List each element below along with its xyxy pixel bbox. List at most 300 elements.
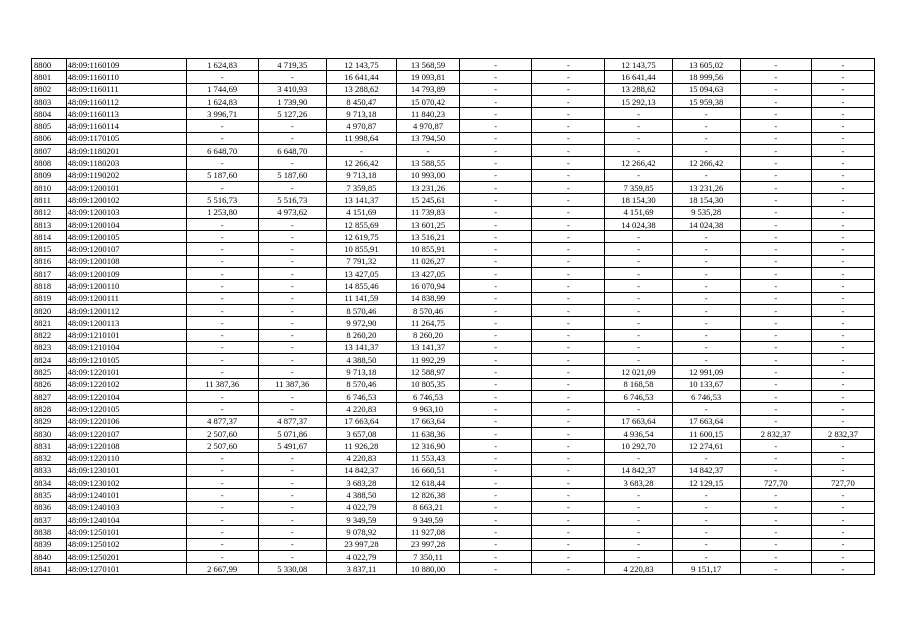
value-cell: - [811,501,874,513]
value-cell: 16 641,44 [326,71,396,83]
table-row [32,120,875,132]
value-cell: - [672,526,740,538]
value-cell: - [186,181,258,193]
value-cell: - [186,526,258,538]
value-cell: 14 024,38 [672,218,740,230]
table-row [32,403,875,415]
row-number-cell: 8831 [32,440,67,452]
value-cell: 13 231,26 [397,181,460,193]
value-cell: - [740,452,811,464]
value-cell: - [258,477,326,489]
value-cell: 8 260,20 [326,329,396,341]
value-cell: 3 683,28 [605,477,672,489]
value-cell: - [811,132,874,144]
value-cell: - [811,292,874,304]
value-cell: - [672,354,740,366]
value-cell: - [811,145,874,157]
table-row [32,268,875,280]
row-number-cell: 8808 [32,157,67,169]
value-cell: 9 349,59 [397,513,460,525]
value-cell: - [672,304,740,316]
value-cell: 4 719,35 [258,59,326,71]
value-cell: - [811,95,874,107]
value-cell: - [258,280,326,292]
table-row [32,415,875,427]
value-cell: - [811,181,874,193]
row-number-cell: 8826 [32,378,67,390]
table-row [32,231,875,243]
value-cell: 4 388,50 [326,354,396,366]
value-cell: 8 663,21 [397,501,460,513]
value-cell: - [186,157,258,169]
value-cell: 4 151,69 [605,206,672,218]
value-cell: - [740,59,811,71]
value-cell: 12 826,38 [397,489,460,501]
cadastral-number-cell: 48:09:1240104 [66,513,186,525]
value-cell: - [460,194,532,206]
value-cell: - [532,71,605,83]
value-cell: - [258,255,326,267]
value-cell: 2 507,60 [186,440,258,452]
value-cell: 4 388,50 [326,489,396,501]
value-cell: - [740,169,811,181]
value-cell: - [740,526,811,538]
value-cell: 5 187,60 [186,169,258,181]
value-cell: - [811,83,874,95]
table-row [32,501,875,513]
value-cell: - [532,292,605,304]
value-cell: - [460,329,532,341]
value-cell: - [811,563,874,575]
value-cell: 17 663,64 [672,415,740,427]
value-cell: - [186,255,258,267]
value-cell: - [258,317,326,329]
value-cell: - [532,169,605,181]
table-row [32,329,875,341]
value-cell: 727,70 [811,477,874,489]
table-row [32,427,875,439]
cadastral-number-cell: 48:09:1210104 [66,341,186,353]
cadastral-number-cell: 48:09:1210101 [66,329,186,341]
value-cell: 11 638,36 [397,427,460,439]
value-cell: 13 568,59 [397,59,460,71]
value-cell: - [532,526,605,538]
table-row [32,304,875,316]
table-row [32,181,875,193]
value-cell: - [258,464,326,476]
value-cell: - [605,292,672,304]
value-cell: 12 588,97 [397,366,460,378]
cadastral-number-cell: 48:09:1200103 [66,206,186,218]
value-cell: 4 970,87 [326,120,396,132]
value-cell: 1 624,83 [186,59,258,71]
value-cell: - [258,403,326,415]
value-cell: - [532,440,605,452]
row-number-cell: 8817 [32,268,67,280]
value-cell: - [811,513,874,525]
value-cell: 4 220,83 [605,563,672,575]
value-cell: - [460,440,532,452]
value-cell: - [740,95,811,107]
value-cell: 17 663,64 [605,415,672,427]
value-cell: 11 387,36 [258,378,326,390]
value-cell: 15 245,61 [397,194,460,206]
row-number-cell: 8810 [32,181,67,193]
value-cell: - [811,526,874,538]
value-cell: - [258,71,326,83]
row-number-cell: 8806 [32,132,67,144]
row-number-cell: 8802 [32,83,67,95]
value-cell: - [460,354,532,366]
row-number-cell: 8815 [32,243,67,255]
value-cell: - [460,563,532,575]
row-number-cell: 8816 [32,255,67,267]
value-cell: - [811,452,874,464]
value-cell: 11 998,64 [326,132,396,144]
value-cell: - [672,268,740,280]
value-cell: - [672,452,740,464]
cadastral-number-cell: 48:09:1270101 [66,563,186,575]
value-cell: - [186,391,258,403]
value-cell: 17 663,64 [326,415,396,427]
value-cell: - [258,341,326,353]
value-cell: 15 292,13 [605,95,672,107]
value-cell: - [532,317,605,329]
table-row [32,218,875,230]
value-cell: - [605,452,672,464]
value-cell: - [605,538,672,550]
value-cell: - [460,71,532,83]
table-row [32,280,875,292]
value-cell: - [740,317,811,329]
value-cell: - [460,513,532,525]
value-cell: - [605,255,672,267]
value-cell: 9 713,18 [326,169,396,181]
value-cell: - [740,206,811,218]
value-cell: - [672,489,740,501]
cadastral-number-cell: 48:09:1200107 [66,243,186,255]
table-row [32,145,875,157]
value-cell: - [532,243,605,255]
value-cell: - [532,304,605,316]
value-cell: - [605,280,672,292]
table-row [32,341,875,353]
value-cell: 13 605,02 [672,59,740,71]
value-cell: - [460,366,532,378]
value-cell: 3 837,11 [326,563,396,575]
value-cell: - [740,501,811,513]
value-cell: - [740,403,811,415]
value-cell: - [532,366,605,378]
value-cell: - [532,268,605,280]
value-cell: - [532,132,605,144]
value-cell: 14 855,46 [326,280,396,292]
value-cell: - [672,501,740,513]
value-cell: - [258,292,326,304]
value-cell: - [811,206,874,218]
value-cell: 1 744,69 [186,83,258,95]
value-cell: 10 855,91 [326,243,396,255]
value-cell: - [460,378,532,390]
value-cell: 18 999,56 [672,71,740,83]
value-cell: - [811,120,874,132]
value-cell: 3 683,28 [326,477,396,489]
value-cell: 4 877,37 [258,415,326,427]
value-cell: - [186,550,258,562]
value-cell: - [532,231,605,243]
value-cell: 16 641,44 [605,71,672,83]
value-cell: - [740,341,811,353]
cadastral-value-table [31,58,875,575]
cadastral-number-cell: 48:09:1160111 [66,83,186,95]
value-cell: - [605,304,672,316]
value-cell: 13 601,25 [397,218,460,230]
value-cell: 13 288,62 [605,83,672,95]
cadastral-number-cell: 48:09:1200102 [66,194,186,206]
value-cell: - [740,132,811,144]
value-cell: - [811,157,874,169]
value-cell: - [811,341,874,353]
table-row [32,513,875,525]
value-cell: - [460,415,532,427]
value-cell: - [811,317,874,329]
table-row [32,169,875,181]
value-cell: - [532,341,605,353]
cadastral-number-cell: 48:09:1200105 [66,231,186,243]
value-cell: - [258,391,326,403]
value-cell: - [186,403,258,415]
value-cell: - [532,218,605,230]
value-cell: - [186,464,258,476]
value-cell: - [740,181,811,193]
value-cell: - [740,489,811,501]
value-cell: - [186,292,258,304]
value-cell: 12 266,42 [326,157,396,169]
value-cell: - [605,169,672,181]
value-cell: - [186,317,258,329]
value-cell: - [532,329,605,341]
value-cell: - [672,255,740,267]
value-cell: - [740,280,811,292]
value-cell: - [460,132,532,144]
value-cell: - [740,366,811,378]
table-row [32,157,875,169]
value-cell: - [532,452,605,464]
value-cell: - [740,513,811,525]
row-number-cell: 8839 [32,538,67,550]
value-cell: 13 794,50 [397,132,460,144]
value-cell: - [532,378,605,390]
value-cell: 5 330,08 [258,563,326,575]
value-cell: - [811,329,874,341]
value-cell: - [672,341,740,353]
value-cell: - [532,145,605,157]
value-cell: - [460,280,532,292]
value-cell: 13 141,37 [326,194,396,206]
value-cell: 4 022,79 [326,550,396,562]
value-cell: - [532,477,605,489]
table-row [32,194,875,206]
value-cell: - [811,169,874,181]
value-cell: - [605,513,672,525]
table-row [32,526,875,538]
value-cell: 5 516,73 [186,194,258,206]
row-number-cell: 8812 [32,206,67,218]
value-cell: - [605,341,672,353]
cadastral-number-cell: 48:09:1220107 [66,427,186,439]
cadastral-number-cell: 48:09:1160113 [66,108,186,120]
value-cell: 5 127,26 [258,108,326,120]
value-cell: - [460,83,532,95]
cadastral-number-cell: 48:09:1190202 [66,169,186,181]
value-cell: 4 220,83 [326,403,396,415]
table-row [32,59,875,71]
value-cell: 12 316,90 [397,440,460,452]
value-cell: 11 553,43 [397,452,460,464]
value-cell: 2 832,37 [811,427,874,439]
value-cell: - [811,366,874,378]
value-cell: - [811,59,874,71]
table-row [32,464,875,476]
value-cell: 6 648,70 [186,145,258,157]
value-cell: 4 022,79 [326,501,396,513]
value-cell: - [811,550,874,562]
value-cell: - [811,243,874,255]
value-cell: 1 253,80 [186,206,258,218]
row-number-cell: 8804 [32,108,67,120]
value-cell: - [740,378,811,390]
row-number-cell: 8837 [32,513,67,525]
value-cell: - [672,120,740,132]
value-cell: - [672,243,740,255]
value-cell: - [460,120,532,132]
value-cell: - [672,329,740,341]
value-cell: - [532,194,605,206]
value-cell: - [672,513,740,525]
table-row [32,563,875,575]
value-cell: 4 936,54 [605,427,672,439]
value-cell: 12 266,42 [672,157,740,169]
value-cell: 9 151,17 [672,563,740,575]
value-cell: 4 970,87 [397,120,460,132]
row-number-cell: 8818 [32,280,67,292]
value-cell: - [740,550,811,562]
cadastral-number-cell: 48:09:1250101 [66,526,186,538]
value-cell: 12 274,61 [672,440,740,452]
table-row [32,108,875,120]
value-cell: 18 154,30 [672,194,740,206]
value-cell: - [605,145,672,157]
value-cell: - [186,218,258,230]
value-cell: - [811,71,874,83]
value-cell: 10 292,70 [605,440,672,452]
value-cell: - [460,550,532,562]
value-cell: - [186,452,258,464]
value-cell: - [672,169,740,181]
value-cell: - [326,145,396,157]
value-cell: - [258,231,326,243]
value-cell: 7 791,32 [326,255,396,267]
value-cell: - [532,280,605,292]
value-cell: - [186,513,258,525]
value-cell: - [672,538,740,550]
value-cell: 11 739,83 [397,206,460,218]
value-cell: - [186,231,258,243]
value-cell: 7 359,85 [326,181,396,193]
row-number-cell: 8813 [32,218,67,230]
cadastral-number-cell: 48:09:1180201 [66,145,186,157]
value-cell: 8 570,46 [326,304,396,316]
value-cell: 12 143,75 [326,59,396,71]
cadastral-number-cell: 48:09:1170105 [66,132,186,144]
value-cell: 13 516,21 [397,231,460,243]
value-cell: - [605,268,672,280]
cadastral-number-cell: 48:09:1180203 [66,157,186,169]
row-number-cell: 8835 [32,489,67,501]
row-number-cell: 8832 [32,452,67,464]
value-cell: 8 450,47 [326,95,396,107]
value-cell: - [811,218,874,230]
value-cell: - [532,108,605,120]
value-cell: - [672,403,740,415]
value-cell: - [258,366,326,378]
value-cell: 11 927,08 [397,526,460,538]
value-cell: - [532,489,605,501]
table-row [32,440,875,452]
value-cell: 9 972,90 [326,317,396,329]
value-cell: - [460,538,532,550]
row-number-cell: 8805 [32,120,67,132]
cadastral-number-cell: 48:09:1230102 [66,477,186,489]
value-cell: - [460,292,532,304]
value-cell: - [186,329,258,341]
value-cell: - [397,145,460,157]
value-cell: - [258,550,326,562]
value-cell: - [258,268,326,280]
row-number-cell: 8823 [32,341,67,353]
row-number-cell: 8838 [32,526,67,538]
value-cell: - [258,489,326,501]
cadastral-number-cell: 48:09:1200112 [66,304,186,316]
value-cell: - [740,354,811,366]
value-cell: - [811,403,874,415]
value-cell: 12 991,09 [672,366,740,378]
value-cell: 11 992,29 [397,354,460,366]
value-cell: - [460,231,532,243]
value-cell: - [811,440,874,452]
value-cell: - [258,304,326,316]
value-cell: - [740,120,811,132]
table-row [32,489,875,501]
table-body [32,59,875,575]
value-cell: - [740,157,811,169]
cadastral-number-cell: 48:09:1230101 [66,464,186,476]
value-cell: 10 133,67 [672,378,740,390]
value-cell: - [605,354,672,366]
value-cell: 10 880,00 [397,563,460,575]
value-cell: - [605,550,672,562]
value-cell: 6 746,53 [397,391,460,403]
value-cell: 14 842,37 [672,464,740,476]
value-cell: 9 535,28 [672,206,740,218]
value-cell: - [740,231,811,243]
value-cell: 9 078,92 [326,526,396,538]
value-cell: 11 387,36 [186,378,258,390]
value-cell: - [740,464,811,476]
row-number-cell: 8803 [32,95,67,107]
value-cell: 8 260,20 [397,329,460,341]
value-cell: 2 667,99 [186,563,258,575]
